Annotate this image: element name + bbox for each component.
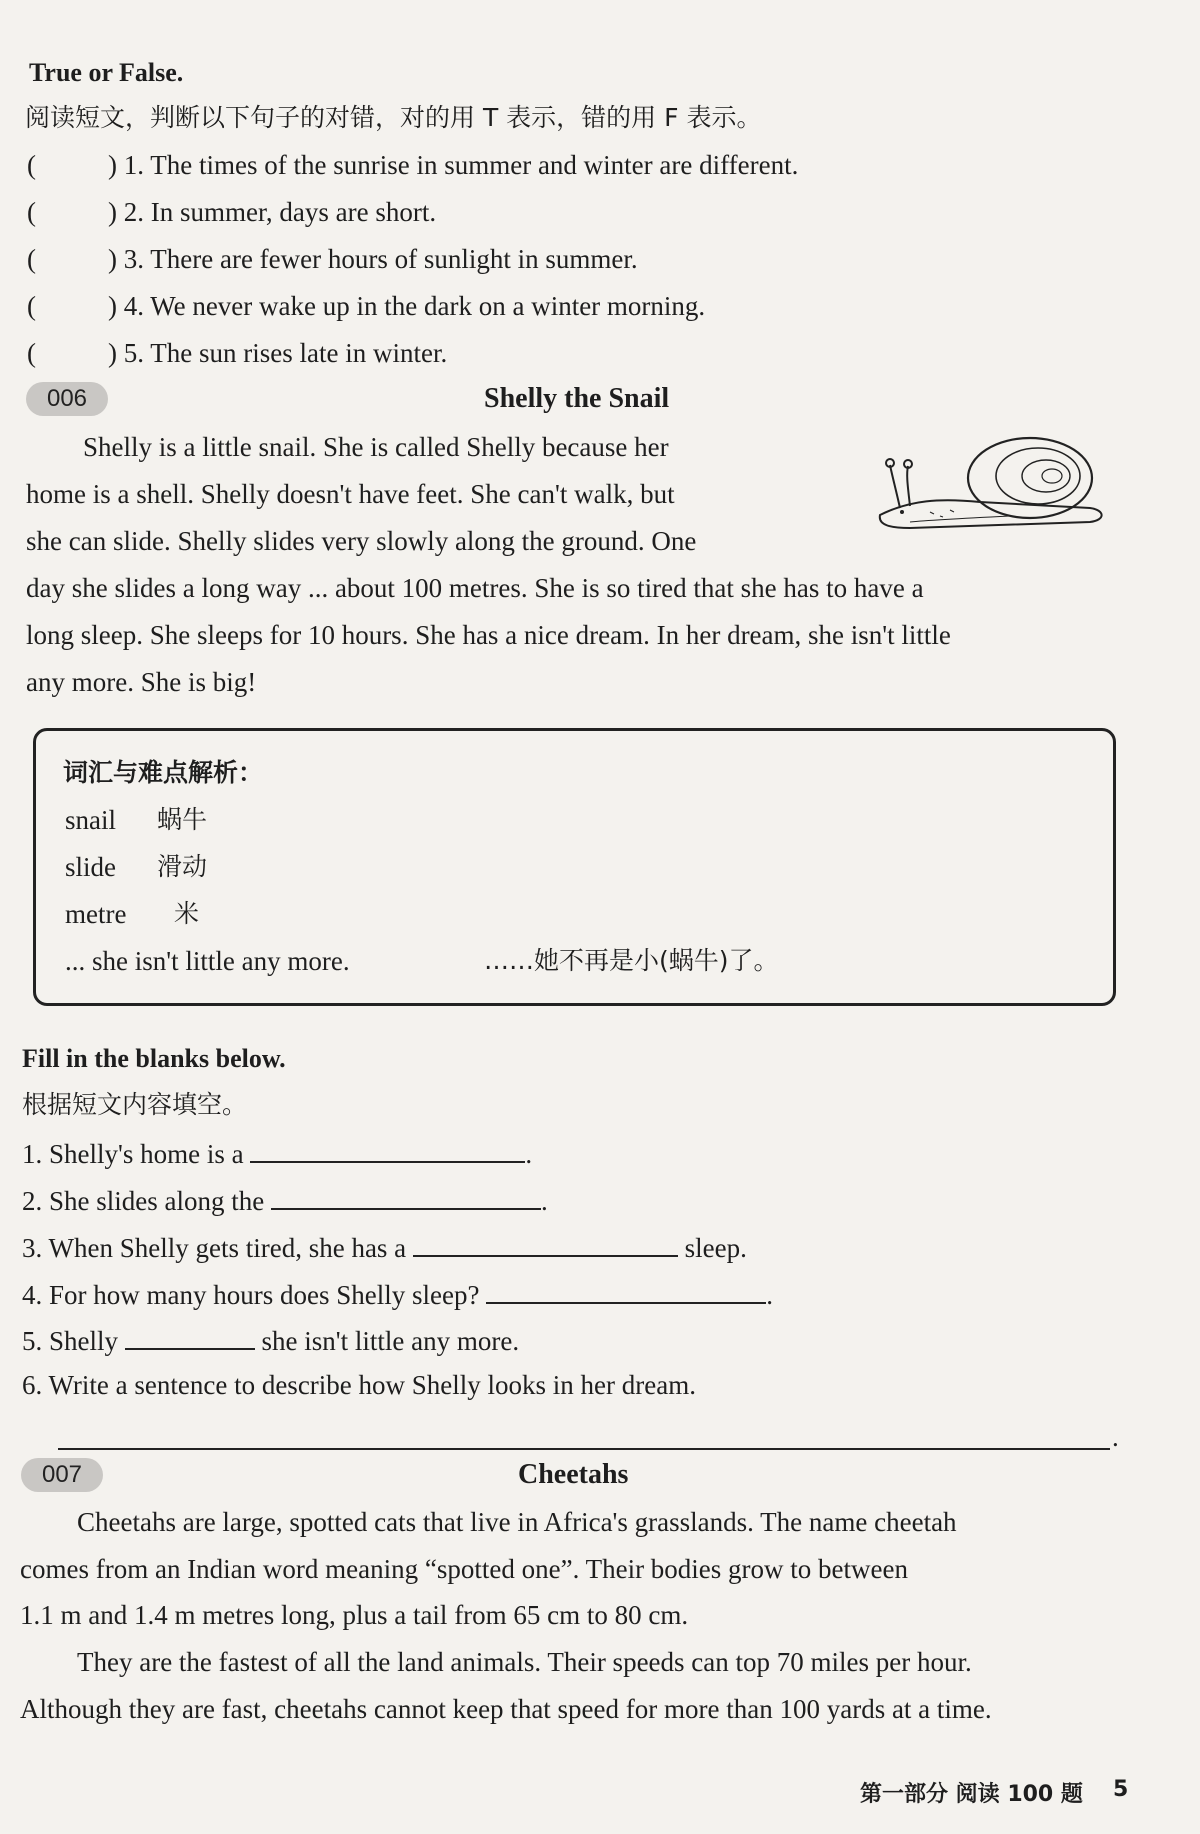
vocab-term: snail <box>65 805 116 835</box>
fill-question: 1. Shelly's home is a . <box>22 1135 532 1171</box>
answer-blank[interactable] <box>486 1276 766 1304</box>
answer-blank[interactable] <box>413 1229 678 1257</box>
tf-item: ( ) 1. The times of the sunrise in summer and winter are different. <box>27 150 799 180</box>
fill-question: 6. Write a sentence to describe how Shelly looks in her dream. <box>22 1370 696 1400</box>
tf-item: ( ) 2. In summer, days are short. <box>27 197 437 227</box>
vocab-translation: 米 <box>174 899 200 928</box>
fill-question: 5. Shelly she isn't little any more. <box>22 1322 519 1358</box>
section-footer: 第一部分 阅读 100 题 <box>860 1782 1083 1807</box>
fill-question: 4. For how many hours does Shelly sleep? . <box>22 1276 773 1312</box>
passage-line: long sleep. She sleeps for 10 hours. She has a nice dream. In her dream, she isn't little <box>26 620 951 650</box>
passage-number-badge: 006 <box>26 382 108 416</box>
period: . <box>1112 1422 1119 1452</box>
vocab-term: slide <box>65 852 116 882</box>
passage-line: They are the fastest of all the land animals. Their speeds can top 70 miles per hour. <box>77 1647 972 1677</box>
vocab-term: ... she isn't little any more. <box>65 946 350 976</box>
passage-title: Shelly the Snail <box>484 383 670 414</box>
vocab-heading: 词汇与难点解析： <box>63 758 264 787</box>
passage-line: day she slides a long way ... about 100 metres. She is so tired that she has to have a <box>26 573 924 603</box>
passage-title: Cheetahs <box>518 1459 629 1490</box>
fill-heading: Fill in the blanks below. <box>22 1044 286 1073</box>
answer-blank[interactable] <box>125 1322 255 1350</box>
passage-line: 1.1 m and 1.4 m metres long, plus a tail from 65 cm to 80 cm. <box>20 1600 689 1630</box>
vocab-translation: ……她不再是小(蜗牛)了。 <box>484 946 779 975</box>
passage-line: any more. She is big! <box>26 667 257 697</box>
answer-line[interactable] <box>58 1448 1110 1450</box>
passage-line: Although they are fast, cheetahs cannot keep that speed for more than 100 yards at a time. <box>20 1694 992 1724</box>
tf-instruction: 阅读短文，判断以下句子的对错，对的用 T 表示，错的用 F 表示。 <box>25 103 762 132</box>
tf-item: ( ) 4. We never wake up in the dark on a winter morning. <box>27 291 706 321</box>
passage-number-badge: 007 <box>21 1458 103 1492</box>
snail-illustration <box>870 430 1110 540</box>
passage-line: Shelly is a little snail. She is called Shelly because her <box>83 432 669 462</box>
answer-blank[interactable] <box>250 1135 525 1163</box>
vocab-box <box>33 728 1116 1006</box>
fill-question: 2. She slides along the . <box>22 1182 548 1218</box>
fill-instruction: 根据短文内容填空。 <box>22 1090 248 1119</box>
passage-line: Cheetahs are large, spotted cats that live in Africa's grasslands. The name cheetah <box>77 1507 957 1537</box>
tf-heading: True or False. <box>29 58 184 87</box>
answer-blank[interactable] <box>271 1182 541 1210</box>
page-number: 5 <box>1113 1777 1129 1802</box>
tf-item: ( ) 3. There are fewer hours of sunlight in summer. <box>27 244 638 274</box>
passage-line: comes from an Indian word meaning “spotted one”. Their bodies grow to between <box>20 1554 908 1584</box>
passage-line: home is a shell. Shelly doesn't have feet. She can't walk, but <box>26 479 675 509</box>
fill-question: 3. When Shelly gets tired, she has a sleep. <box>22 1229 747 1265</box>
vocab-term: metre <box>65 899 127 929</box>
passage-line: she can slide. Shelly slides very slowly along the ground. One <box>26 526 697 556</box>
vocab-translation: 滑动 <box>157 852 208 881</box>
tf-item: ( ) 5. The sun rises late in winter. <box>27 338 448 368</box>
vocab-translation: 蜗牛 <box>157 805 208 834</box>
